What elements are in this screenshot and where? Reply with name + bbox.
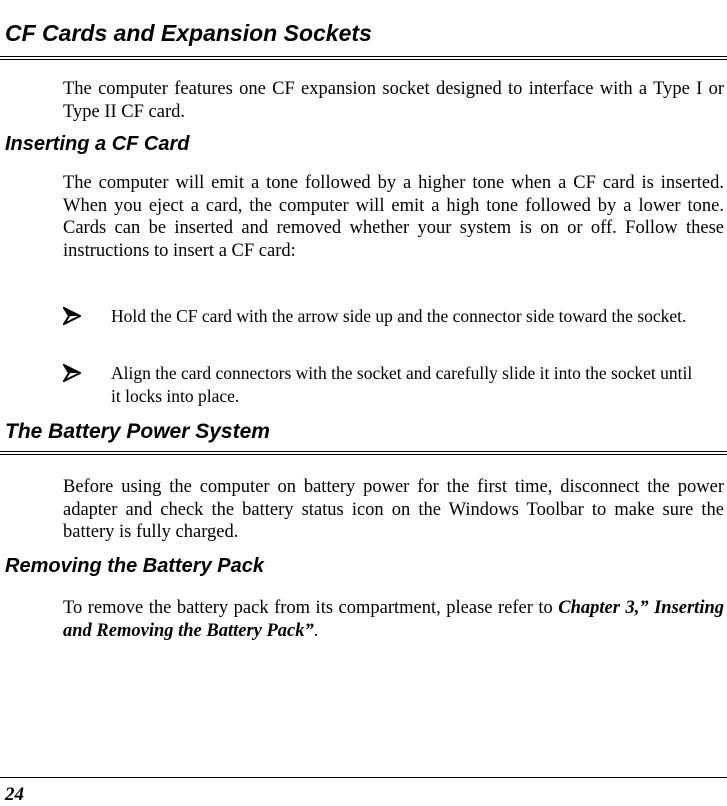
heading-rule [0, 56, 727, 60]
list-item [63, 362, 703, 407]
footer-rule [0, 777, 727, 778]
chapter-3-reference: Chapter 3,” Inserting and Removing the Battery Pack” [63, 598, 724, 641]
section-heading-battery-power: The Battery Power System [5, 420, 270, 443]
list-item-text: Hold the CF card with the arrow side up and the connector side toward the socket. [111, 306, 687, 326]
arrowhead-bullet-icon [63, 364, 81, 382]
removing-battery-paragraph [63, 597, 724, 642]
inserting-cf-paragraph: The computer will emit a tone followed by a higher tone when a CF card is inserted. When you eject a card, the computer will emit a high tone followed by a lower tone. Cards can be inserted and removed whether your system is on or off. Follow these instructions to insert a CF card: [63, 173, 724, 262]
subheading-removing-battery-pack: Removing the Battery Pack [5, 555, 264, 577]
list-item [63, 305, 703, 328]
battery-intro-paragraph: Before using the computer on battery power for the first time, disconnect the power adapter and check the battery status icon on the Windows Toolbar to make sure the battery is fully charged. [63, 477, 724, 543]
removing-battery-text: To remove the battery pack from its compartment, please refer to [63, 598, 553, 618]
arrowhead-bullet-icon [63, 307, 81, 325]
subheading-inserting-cf-card: Inserting a CF Card [5, 133, 190, 155]
list-item-text: Align the card connectors with the socket and carefully slide it into the socket until it locks into place. [111, 363, 693, 406]
removing-battery-suffix: . [313, 620, 319, 641]
page-number: 24 [5, 784, 24, 805]
cf-intro-paragraph: The computer features one CF expansion socket designed to interface with a Type I or Type II CF card. [63, 79, 724, 122]
heading-rule [0, 451, 727, 455]
section-heading-cf-cards: CF Cards and Expansion Sockets [5, 20, 372, 46]
